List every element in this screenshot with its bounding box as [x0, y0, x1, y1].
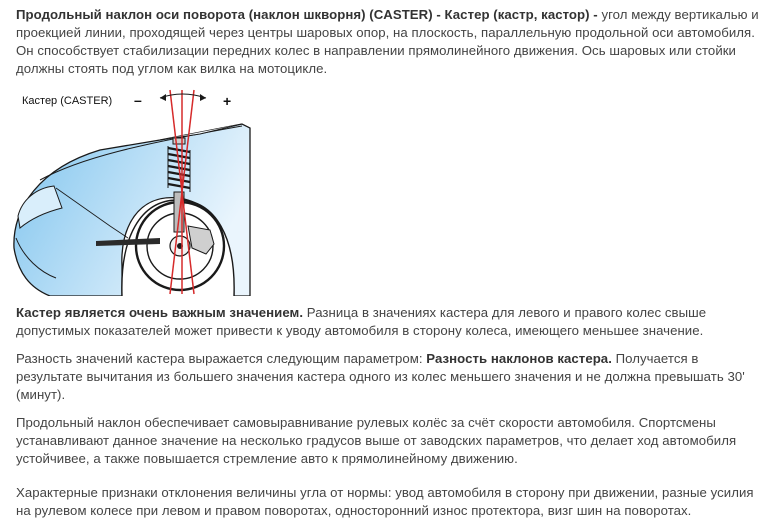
caster-illustration — [10, 88, 260, 296]
intro-text: угол между вертикалью и проекцией линии, проходящей через центры шаровых опор, на плоскость, параллельную продольной оси автомобиля. Он способствует стабилизации передних колес в направлении прямолинейного движения. Ось шаровых или стойки должны стоять под углом как вилка на мотоцикле. — [16, 7, 759, 76]
intro-term: Продольный наклон оси поворота (наклон шкворня) (CASTER) - Кастер (кастр, кастор) - — [16, 7, 598, 22]
paragraph-symptoms — [16, 484, 766, 520]
symptoms-text: Характерные признаки отклонения величины угла от нормы: увод автомобиля в сторону при движении, разные усилия на рулевом колесе при левом и правом поворотах, односторонний износ протектора, визг шин на поворотах. — [16, 485, 754, 518]
paragraph-importance — [16, 304, 766, 340]
importance-bold: Кастер является очень важным значением. — [16, 305, 304, 320]
self-alignment-text: Продольный наклон обеспечивает самовыравнивание рулевых колёс за счёт скорости автомобиля. Спортсмены устанавливают данное значение на несколько градусов выше от заводских параметров, что делает ход автомобиля устойчивее, а также повышается стремление авто к прямолинейному движению. — [16, 415, 737, 466]
minus-sign: – — [134, 92, 142, 108]
caster-diagram — [10, 88, 260, 296]
arc-arrow-left — [160, 94, 166, 101]
arc-arrow-right — [200, 94, 206, 101]
importance-text: Разница в значениях кастера для левого и правого колес свыше допустимых показателей может привести к уводу автомобиля в сторону колеса, имеющего меньшее значение. — [16, 305, 707, 338]
intro-paragraph — [16, 6, 766, 78]
difference-text-after: Получается в результате вычитания из большего значения кастера одного из колес меньшего значения и не должна превышать 30' (минут). — [16, 351, 745, 402]
caster-label: Кастер (CASTER) — [22, 95, 113, 107]
plus-sign: + — [223, 93, 232, 109]
paragraph-self-alignment — [16, 414, 766, 468]
angle-arc — [160, 94, 206, 98]
paragraph-difference — [16, 350, 766, 404]
difference-text-before: Разность значений кастера выражается следующим параметром: — [16, 351, 427, 366]
strut-top — [173, 138, 185, 144]
difference-bold: Разность наклонов кастера. — [426, 351, 612, 366]
